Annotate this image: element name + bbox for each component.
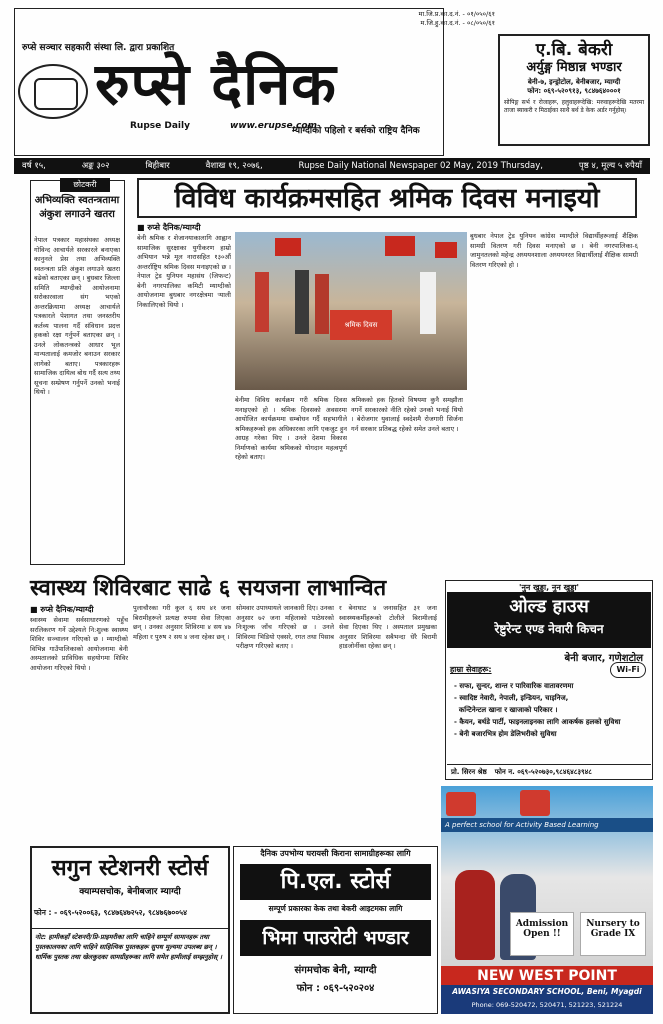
service-text: सफा, सुन्दर, शान्त र पारिवारिक वातावरणमा bbox=[459, 682, 574, 690]
old-house-name: ओल्ड हाउस bbox=[509, 596, 589, 617]
english-title: Rupse Daily bbox=[130, 121, 190, 131]
bakery-name: ए.बि. बेकरी bbox=[535, 40, 613, 60]
old-house-services bbox=[454, 680, 648, 740]
school-grades: Nursery to Grade IX bbox=[580, 912, 646, 956]
registration-line: मा.जि.प्र.का.द.नं. - ०१/०५०/६१ bbox=[418, 10, 495, 18]
service-text: कैयन, बर्थडे पार्टी, फाइनलाइनका लागि आकर्षक हलको सुविधा bbox=[459, 718, 621, 726]
old-house-services-title: हाम्रा सेवाहरू: bbox=[450, 665, 492, 674]
pl-stores-band: सम्पूर्ण प्रकारका केक तथा बेकरी आइटमका लागि bbox=[268, 904, 403, 913]
service-text: बेनी बजारभित्र होम डेलिभरीको सुविधा bbox=[459, 730, 557, 738]
bakery-sub: अर्युङ्ग मिष्ठान्न भण्डार bbox=[526, 60, 622, 75]
school-band: A perfect school for Activity Based Learning bbox=[441, 818, 653, 832]
issue-number: अङ्क ३०२ bbox=[81, 161, 110, 171]
stationery-phone: फोन : - ०६९-५२००६३, ९८४७६४७२५२, ९८४७६७००५४ bbox=[34, 908, 187, 917]
lead-col-1: बेनी श्रमिक र शेजानयाकालागि आह्वान सामाजिक सुरक्षाका युगीकरण हाम्रो अभियान भन्ने मूल नारासहित १३०औं अन्तर्राष्ट्रिय श्रमिक दिवस मनाइएको छ । नेपाल ट्रेड युनियन महासंघ (जिफन्ट) बेनी नगरपालिका कमिटी म्याग्दीको आयोजनामा बुधबार नगरक्षेत्रमा र्‍याली निकालिएको थियो । bbox=[137, 234, 231, 309]
registration-numbers bbox=[355, 10, 495, 28]
health-headline: स्वास्थ्य शिविरबाट साढे ६ सयजना लाभान्वित bbox=[30, 576, 387, 601]
lead-col-3: श्रमिकको हक हितको विषयमा कुनै समझौता नगर्ने सरकारको नीति रहेको उनको भनाई थियो । बेरोजगार युवालाई स्वदेशमै रोजगारी सिर्जना गर्न सरकार प्रतिबद्ध रहेको समेत उनले बताए । bbox=[351, 396, 463, 433]
school-phone: Phone: 069-520472, 520471, 521223, 521224 bbox=[471, 1001, 623, 1009]
issue-date: वैशाख १९, २०७६, bbox=[205, 161, 263, 171]
lead-byline-text: रुप्से दैनिक/म्याग्दी bbox=[147, 223, 201, 232]
old-house-contact bbox=[447, 764, 651, 778]
service-item: - सफा, सुन्दर, शान्त र पारिवारिक वातावरणमा bbox=[454, 682, 574, 690]
school-full-name: AWASIYA SECONDARY SCHOOL, Beni, Myagdi bbox=[452, 987, 642, 996]
tagline: म्याग्दीको पहिलो र बर्सको राष्ट्रिय दैनिक bbox=[292, 126, 420, 136]
lead-byline: ■ रुप्से दैनिक/म्याग्दी bbox=[137, 223, 201, 232]
bakery-desc: सोपिङ्ग सर्भ र रोजाहरू, हलुवाहरूदेखि: मरुवाहरूदेखि मतरमा ताजा ब्याकरी र मिठाईका साथै बर्थ डे केक अर्डर गर्नुहोस्। bbox=[504, 99, 644, 114]
stationery-place: क्याम्पसचोक, बेनीबजार म्याग्दी bbox=[79, 887, 181, 897]
issue-english: Rupse Daily National Newspaper 02 May, 2019 Thursday, bbox=[298, 161, 543, 171]
bakery-phone: फोन: ०६९-५२०९१३, ९८४७६४०००१ bbox=[527, 87, 621, 95]
website-link[interactable]: www.erupse.com bbox=[230, 121, 317, 131]
sidebar-text: नेपाल पत्रकार महासंघका अध्यक्ष गोविन्द आचार्यले सरकारले बनाएका कानुनले प्रेस तथा अभिव्यक्ति स्वतन्त्रता प्रति अंकुश लगाउने खतरा बढेको बताएका छन् । बुधबार जिल्ला समिति म्याग्दीको आयोजनामा सरोकारवाला संग भएको अन्तरक्रियामा अध्यक्ष आचार्यले पत्रकारले पेशागत तथा जनस्तरीय कर्तव्य पालना गर्दै संविधान प्रदत्त हकको रक्षा गर्नुपर्ने बताएका छन् । उनले लोकतन्त्रको आधार भूल मान्यतालाई कमजोर बनाउन सरकार लागेको बताए। पत्रकारहरू सामाजिक दायित्व बोध गर्दै सत्य तथ्य सूचना सम्प्रेषण गर्नुपर्ने उनको भनाई थियो । bbox=[34, 236, 120, 396]
health-byline-text: रुप्से दैनिक/म्याग्दी bbox=[40, 605, 94, 614]
old-house-title-block bbox=[447, 592, 651, 648]
service-item: - स्वादिष्ट नेवारी, नेपाली, इन्डियन, चाइनिज, bbox=[454, 694, 569, 702]
pl-stores-top: दैनिक उपभोग्य घरायसी किराना सामाग्रीहरूका लागि bbox=[260, 849, 411, 858]
issue-info-bar bbox=[14, 158, 650, 174]
issue-pages: पृष्ठ ४, मूल्य ५ रुपैयाँ bbox=[578, 161, 642, 171]
old-house-phone: फोन न. ०६९-५२०७३०,९८४६४८३९४८ bbox=[494, 768, 592, 776]
lead-headline: विविध कार्यक्रमसहित श्रमिक दिवस मनाइयो bbox=[137, 178, 637, 218]
pl-stores-place: संगमचोक बेनी, म्याग्दी bbox=[294, 965, 377, 976]
health-col-4: र बेनाघाट ४ जनासहित ३१ जना स्वास्थ्यकर्मीहरूको टोलीले बिरामीलाई सेवा दिएका थिए । अस्पताल प्रमुखका अनुसार शिविरमा सबैभन्दा धेरै बिरामी हाडजोर्नीका रहेका छन् । bbox=[339, 604, 437, 650]
school-footer bbox=[441, 985, 653, 1014]
publisher-line: रुप्से सञ्चार सहकारी संस्था लि. द्वारा प्रकाशित bbox=[22, 43, 175, 53]
pl-stores-name: पि.एल. स्टोर्स bbox=[240, 864, 431, 900]
lead-col-2: बेनीमा विविध कार्यक्रम गरी श्रमिक दिवस मनाइएको हो । श्रमिक दिवसको अवसरमा आयोजित कार्यक्रममा सम्बोधन गर्दै सहभागीले श्रमिकहरूको हक अधिकारका लागि एकजुट हुन आग्रह गरेका थिए । उनले देशमा विकास निर्माणको कार्यमा श्रमिकको योगदान महत्वपूर्ण रहेको बताए। bbox=[235, 396, 347, 461]
service-item bbox=[454, 704, 648, 716]
old-house-prop: प्रो. सिरन श्रेष्ठ bbox=[451, 768, 487, 776]
service-text: कन्टिनेन्टल खाना र खाजाको परिकार । bbox=[458, 706, 558, 714]
health-col-2: पुलाचौरका गरी कुल ६ सय ४१ जना बिरामीहरूले प्रत्यक्ष रुपमा सेवा लिएका छन् । उनका अनुसार शिविरमा ४ सय ४७ महिला र पुरुष २ सय ४ जना रहेका छन् । bbox=[133, 604, 231, 641]
issue-year: वर्ष १५, bbox=[22, 161, 46, 171]
registration-line: म.जि.हु.का.द.नं. - ०८/०५०/६१ bbox=[420, 19, 495, 27]
old-house-sub: रेष्टुरेन्ट एण्ड नेवारी किचन bbox=[494, 622, 604, 636]
bakery-address: बेनी-७, इन्ड्रोटोल, बेनीबजार, म्याग्दी bbox=[527, 78, 621, 86]
school-name: NEW WEST POINT bbox=[441, 966, 653, 986]
stationery-name: सगुन स्टेशनरी स्टोर्स bbox=[51, 856, 209, 881]
pl-stores-name2: भिमा पाउरोटी भण्डार bbox=[240, 920, 431, 956]
bakery-ad bbox=[498, 34, 650, 146]
logo-emblem-icon bbox=[18, 64, 88, 119]
stationery-note: नोट: हामीकहाँ स्टेशनरी/प्रि-प्राइमरीका लागि चाहिने सम्पूर्ण सामानहरू तथा पुस्तकालयका लागि चाहिने साहित्यिक पुस्तकहरू सुपथ मूल्यमा उपलब्ध छन् । धार्मिक पुस्तक तथा खेलकुदका सामग्रीहरूका लागि समेत हामीलाई सम्झनुहोस् । bbox=[32, 928, 228, 1012]
health-col-1: स्वास्थ्य सेवामा सर्वसाधारणको पहुँच सरलिकरण गर्ने उद्देश्यले नि:शुल्क स्वास्थ्य शिविर सञ्चालन गरिएको छ । म्याग्दीको विभिन्न गाउँपालिकाको आयोजनामा बेनी अस्पतालको प्राविधिक सहयोगमा शिविर आयोजना गरिएको थियो । bbox=[30, 616, 128, 672]
health-col-3: सोमवार उपाध्यायले जानकारी दिए। उनका अनुसार ७२ जना महिलाको पाठेघरको निःशुल्क जाँच गरिएको छ । उनले शिविरमा भिडियो एक्सरे, रगत तथा पिसाब परीक्षण गरिएको बताए । bbox=[236, 604, 334, 650]
newspaper-title: रुप्से दैनिक bbox=[95, 50, 337, 118]
lead-photo-banner: श्रमिक दिवस bbox=[330, 310, 392, 340]
health-byline: ■ रुप्से दैनिक/म्याग्दी bbox=[30, 605, 94, 614]
pl-stores-phone: फोन : ०६९-५२०२०४ bbox=[296, 983, 375, 994]
old-house-top: 'नुन खुड्डा, नुन खुड्डा' bbox=[519, 583, 579, 592]
issue-day: बिहीबार bbox=[145, 161, 170, 171]
service-item: - कैयन, बर्थडे पार्टी, फाइनलाइनका लागि आकर्षक हलको सुविधा bbox=[454, 718, 621, 726]
sidebar-label: छोटकरी bbox=[60, 178, 110, 192]
sidebar-headline: अभिव्यक्ति स्वतन्त्रतामा अंकुश लगाउने खतरा bbox=[34, 195, 120, 220]
old-house-place: बेनी बजार, गणेशटोल bbox=[564, 653, 643, 664]
service-item: - बेनी बजारभित्र होम डेलिभरीको सुविधा bbox=[454, 730, 557, 738]
lead-col-4: बुधबार नेपाल ट्रेड युनियन कांग्रेस म्याग्दीले विद्यार्थीहरूलाई शैक्षिक सामग्री वितरण गरी दिवस मनाएको छ । बेनी नगरपालिका-६ जामुनतलको महेन्द्र अध्ययनशाला अध्ययनरत विद्यार्थीलाई शैक्षिक सामग्री वितरण गरिएको हो । bbox=[470, 232, 638, 269]
wifi-icon: Wi-Fi bbox=[610, 662, 646, 678]
school-admission: Admission Open !! bbox=[510, 912, 574, 956]
service-text: स्वादिष्ट नेवारी, नेपाली, इन्डियन, चाइनिज, bbox=[459, 694, 569, 702]
